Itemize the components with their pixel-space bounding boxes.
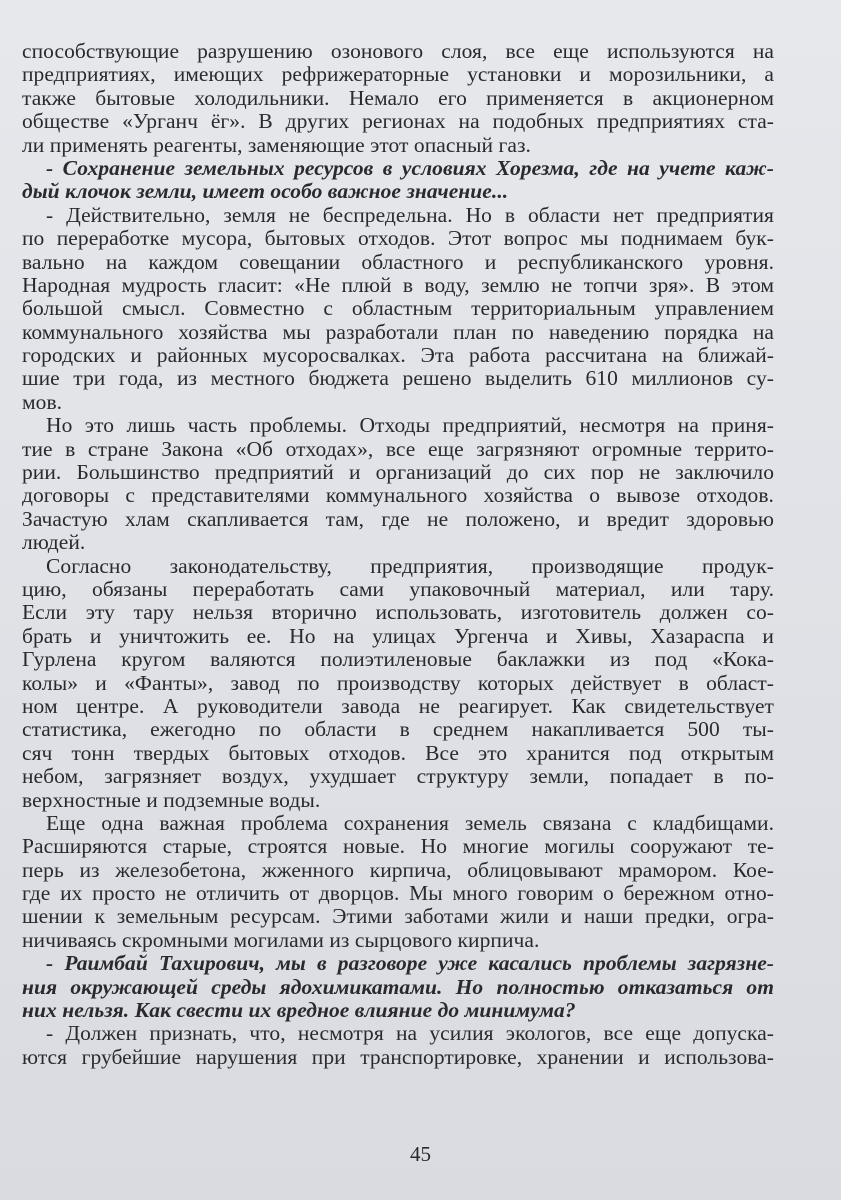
- paragraph: [22, 1022, 774, 1069]
- text-line: Согласно законодательству, предприятия, производящие продук-: [46, 554, 774, 578]
- text-line: ния окружающей среды ядохимикатами. Но полностью отказаться от: [22, 975, 774, 999]
- text-line: Но это лишь часть проблемы. Отходы предприятий, несмотря на приня-: [46, 414, 774, 438]
- text-line: вально на каждом совещании областного и республиканского уровня.: [22, 250, 774, 274]
- text-line: Гурлена кругом валяются полиэтиленовые баклажки из под «Кока-: [22, 648, 774, 672]
- text-line: Если эту тару нельзя вторично использовать, изготовитель должен со-: [22, 601, 774, 625]
- text-line: Народная мудрость гласит: «Не плюй в воду, землю не топчи зря». В этом: [22, 273, 774, 297]
- text-line: рии. Большинство предприятий и организаций до сих пор не заключило: [22, 461, 774, 485]
- text-line: по переработке мусора, бытовых отходов. Этот вопрос мы поднимаем бук-: [22, 227, 774, 251]
- page-number: 45: [410, 1142, 431, 1166]
- text-line: верхностные и подземные воды.: [22, 788, 321, 812]
- interview-question: [22, 952, 774, 1022]
- text-line: также бытовые холодильники. Немало его применяется в акционерном: [22, 86, 774, 110]
- text-line: дый клочок земли, имеет особо важное значение...: [22, 180, 509, 204]
- text-line: предприятиях, имеющих рефрижераторные установки и морозильники, а: [22, 63, 774, 87]
- text-line: - Действительно, земля не беспредельна. Но в области нет предприятия: [46, 203, 774, 227]
- text-line: где их просто не отличить от дворцов. Мы много говорим о бережном отно-: [22, 882, 774, 906]
- text-line: способствующие разрушению озонового слоя, все еще используются на: [22, 40, 774, 63]
- text-line: статистика, ежегодно по области в среднем накапливается 500 ты-: [22, 718, 774, 742]
- text-line: них нельзя. Как свести их вредное влияние до минимума?: [22, 999, 576, 1023]
- text-line: сяч тонн твердых бытовых отходов. Все это хранится под открытым: [22, 741, 774, 765]
- paragraph: [22, 414, 774, 554]
- text-line: ном центре. А руководители завода не реагирует. Как свидетельствует: [22, 694, 774, 718]
- text-line: - Сохранение земельных ресурсов в условиях Хорезма, где на учете каж-: [46, 156, 774, 180]
- text-line: Зачастую хлам скапливается там, где не положено, и вредит здоровью: [22, 507, 774, 531]
- text-line: Расширяются старые, строятся новые. Но многие могилы сооружают те-: [22, 835, 774, 859]
- interview-question: [22, 157, 774, 204]
- text-line: колы» и «Фанты», завод по производству которых действует в област-: [22, 671, 774, 695]
- text-line: шении к земельным ресурсам. Этими заботами жили и наши предки, огра-: [22, 905, 774, 929]
- text-line: - Должен признать, что, несмотря на усилия экологов, все еще допуска-: [46, 1022, 774, 1046]
- text-line: обществе «Урганч ёг». В других регионах на подобных предприятиях ста-: [22, 110, 774, 134]
- text-line: небом, загрязняет воздух, ухудшает структуру земли, попадает в по-: [22, 765, 774, 789]
- text-line: брать и уничтожить ее. Но на улицах Ургенча и Хивы, Хазараспа и: [22, 624, 774, 648]
- text-line: шие три года, из местного бюджета решено выделить 610 миллионов су-: [22, 367, 774, 391]
- text-line: ются грубейшие нарушения при транспортировке, хранении и использова-: [22, 1045, 774, 1069]
- text-line: договоры с представителями коммунального хозяйства о вывозе отходов.: [22, 484, 774, 508]
- text-line: цию, обязаны переработать сами упаковочный материал, или тару.: [22, 577, 774, 601]
- text-line: людей.: [22, 531, 86, 555]
- paragraph: [22, 812, 774, 952]
- page-body-text: [22, 40, 774, 1069]
- text-line: мов.: [22, 390, 63, 414]
- text-line: ничиваясь скромными могилами из сырцового кирпича.: [22, 928, 540, 952]
- paragraph: [22, 40, 774, 157]
- text-line: коммунального хозяйства мы разработали план по наведению порядка на: [22, 320, 774, 344]
- text-line: большой смысл. Совместно с областным территориальным управлением: [22, 297, 774, 321]
- text-line: Еще одна важная проблема сохранения земель связана с кладбищами.: [46, 811, 774, 835]
- text-line: перь из железобетона, жженного кирпича, облицовывают мрамором. Кое-: [22, 858, 774, 882]
- text-line: ли применять реагенты, заменяющие этот опасный газ.: [22, 133, 531, 157]
- paragraph: [22, 555, 774, 812]
- text-line: тие в стране Закона «Об отходах», все еще загрязняют огромные террито-: [22, 437, 774, 461]
- text-line: городских и районных мусоросвалках. Эта работа рассчитана на ближай-: [22, 344, 774, 368]
- paragraph: [22, 204, 774, 415]
- text-line: - Раимбай Тахирович, мы в разговоре уже касались проблемы загрязне-: [46, 952, 774, 976]
